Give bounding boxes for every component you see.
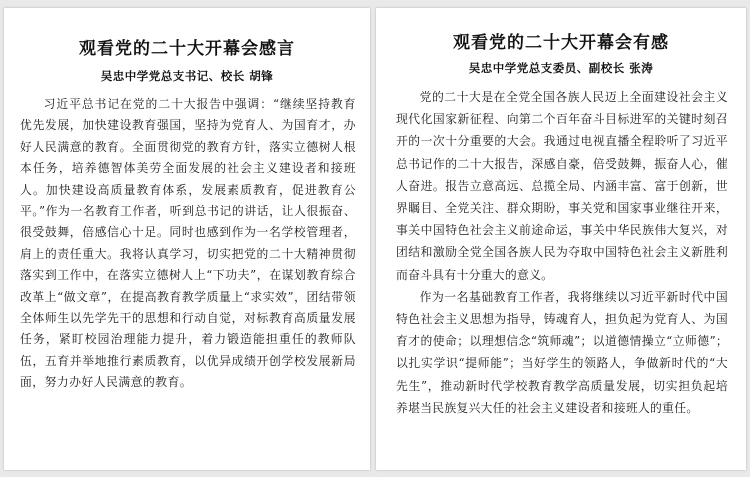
left-article-page [4,8,370,470]
left-article-body: 习近平总书记在党的二十大报告中强调：“继续坚持教育优先发展，加快建设教育强国，坚持为党育人、为国育才，办好人民满意的教育。全面贯彻党的教育方针，落实立德树人根本任务，培养德智体美劳全面发展的社会主义建设者和接班人。加快建设高质量教育体系，发展素质教育，促进教育公平。”作为一名教育工作者，听到总书记的讲话，让人很振奋、很受鼓舞，倍感信心十足。同时也感到作为一名学校管理者，肩上的责任重大。我将认真学习，切实把党的二十大精神贯彻落实到工作中，在落实立德树人上“下功夫”，在谋划教育综合改革上“做文章”，在提高教育教学质量上“求实效”，团结带领全体师生以先学先干的思想和行动自觉，对标教育高质量发展任务，紧盯校园治理能力提升，着力锻造能担重任的教师队伍，五育并举地推行素质教育，以优异成绩开创学校发展新局面，努力办好人民满意的教育。 [20,97,356,390]
right-article-paragraph-2: 作为一名基础教育工作者，我将继续以习近平新时代中国特色社会主义思想为指导，铸魂育人，担负起为党育人、为国育才的使命；以理想信念“筑师魂”；以道德情操立“立师德”；以扎实学识“提师能”；当好学生的领路人，争做新时代的“大先生”，推动新时代学校教育教学高质量发展，切实担负起培养堪当民族复兴大任的社会主义建设者和接班人的重任。 [396,289,728,415]
right-article-body [396,86,728,419]
left-article-byline: 吴忠中学党总支书记、校长 胡锋 [100,69,274,83]
right-article-byline: 吴忠中学党总支委员、副校长 张涛 [468,61,654,75]
right-article-title: 观看党的二十大开幕会有感 [453,33,669,53]
right-article-page [376,8,746,470]
right-article-paragraph-1: 党的二十大是在全党全国各族人民迈上全面建设社会主义现代化国家新征程、向第二个百年奋斗目标进军的关键时刻召开的一次十分重要的大会。我通过电视直播全程聆听了习近平总书记作的二十大报告，深感自豪，倍受鼓舞，振奋人心，催人奋进。报告立意高远、总揽全局、内涵丰富、富于创新，世界瞩目、全党关注、群众期盼，事关党和国家事业继往开来，事关中国特色社会主义前途命运，事关中华民族伟大复兴，对团结和激励全党全国各族人民为夺取中国特色社会主义新胜利而奋斗具有十分重大的意义。 [396,90,728,282]
left-article-title: 观看党的二十大开幕会感言 [79,39,295,59]
